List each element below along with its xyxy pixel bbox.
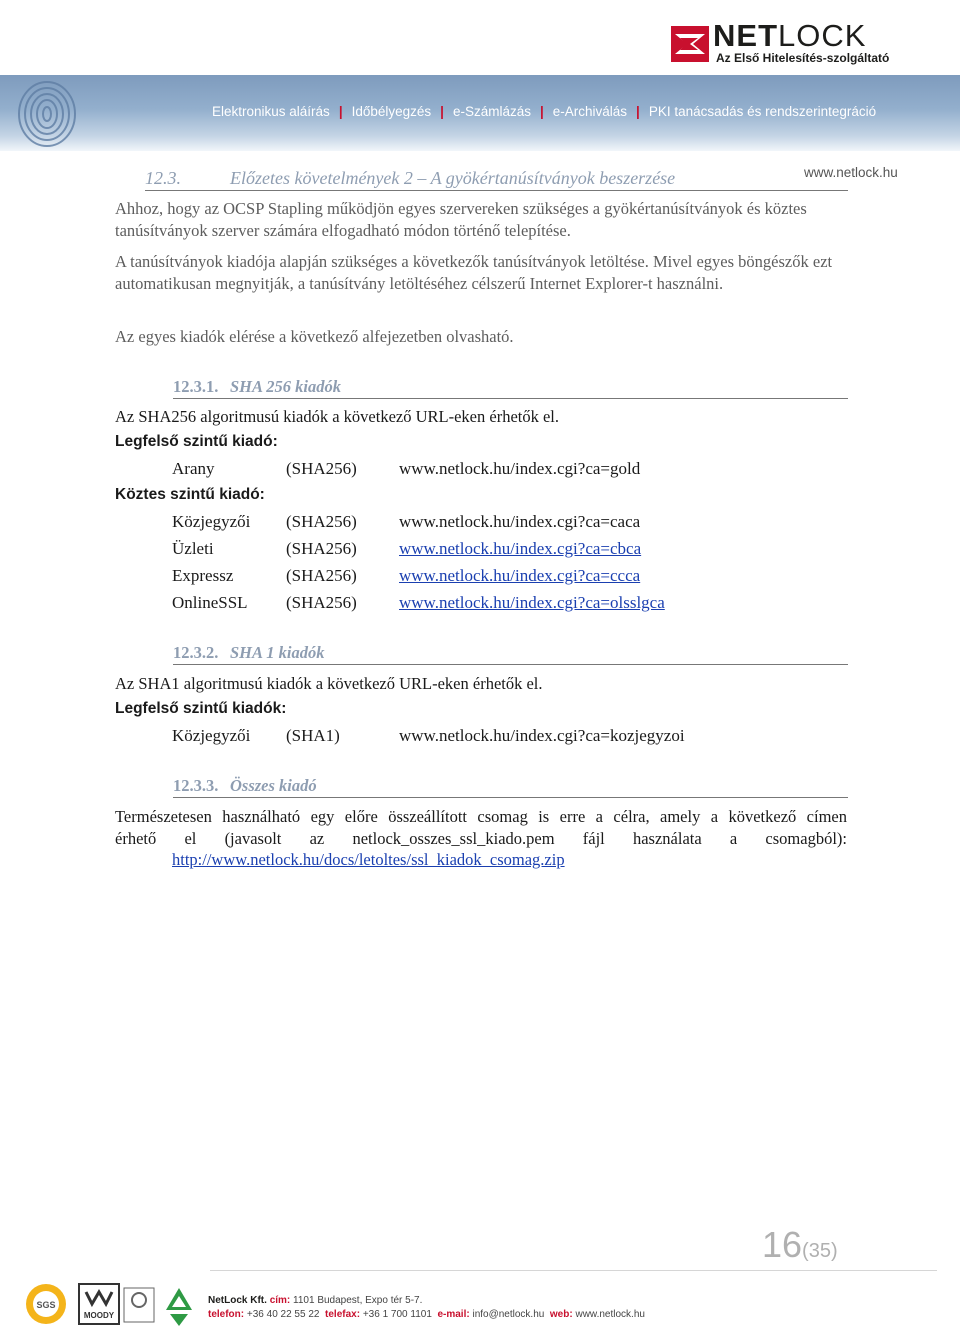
section-heading (145, 168, 848, 191)
subsection-title: SHA 1 kiadók (230, 643, 325, 662)
header-nav: Elektronikus aláírás | Időbélyegzés | e-Számlázás | e-Archiválás | PKI tanácsadás és rendszerintegráció (212, 104, 877, 119)
header-logo-area (0, 0, 960, 75)
footer-phone: +36 40 22 55 22 (246, 1309, 320, 1320)
footer-tel-key: telefon: (208, 1309, 245, 1320)
sha1-top-label: Legfelső szintű kiadók: (115, 700, 287, 717)
page-total: (35) (802, 1240, 838, 1262)
page-number (762, 1224, 838, 1266)
intro-paragraph-1: Ahhoz, hogy az OCSP Stapling működjön egyes szervereken szükséges a gyökértanúsítványok és köztes tanúsítványok szerver számára elfogadható módon történő telepítése. (115, 199, 807, 240)
intro-paragraph-3: Az egyes kiadók elérése a következő alfejezetben olvasható. (115, 327, 514, 346)
moody-badge-icon (79, 1284, 119, 1324)
ca-name: Expressz (172, 566, 234, 585)
subsection-heading-sha1 (173, 643, 848, 665)
nav-item-pki[interactable]: PKI tanácsadás és rendszerintegráció (648, 104, 877, 119)
footer-divider (210, 1270, 937, 1271)
section-number: 12.3. (145, 168, 181, 188)
footer-web-key: web: (549, 1309, 573, 1320)
bundle-line-2: érhető el (javasolt az netlock_osszes_ssl_kiado.pem fájl használata a csomagból): (115, 828, 847, 848)
badges-svg (24, 1282, 204, 1330)
footer-web[interactable]: www.netlock.hu (575, 1309, 645, 1320)
footer-address: 1101 Budapest, Expo tér 5-7. (293, 1295, 423, 1306)
subsection-title: SHA 256 kiadók (230, 377, 341, 396)
ca-algorithm: (SHA256) (286, 512, 357, 531)
ca-url-link[interactable]: www.netlock.hu/index.cgi?ca=ccca (399, 566, 641, 585)
sha256-mid-label: Köztes szintű kiadó: (115, 486, 265, 503)
ca-url-link[interactable]: www.netlock.hu/index.cgi?ca=olsslgca (399, 593, 665, 612)
page-current: 16 (762, 1224, 803, 1265)
badge-moody-text: MOODY (83, 1311, 115, 1320)
fingerprint-icon (14, 76, 80, 148)
ca-name: OnlineSSL (172, 593, 248, 612)
intro-paragraph-2: A tanúsítványok kiadója alapján szükséges a következők tanúsítványok letöltése. Mivel egyes böngészők ezt automatikusan megnyitják, a tanúsítvány letöltéséhez célszerű Internet Explorer-t használni. (115, 252, 833, 293)
footer-email[interactable]: info@netlock.hu (472, 1309, 545, 1320)
logo-lock: LOCK (778, 18, 867, 53)
sha256-description: Az SHA256 algoritmusú kiadók a következő URL-eken érhetők el. (115, 407, 560, 426)
recycle-icon (166, 1288, 192, 1326)
section-title: Előzetes követelmények 2 – A gyökértanúsítványok beszerzése (230, 168, 676, 188)
footer-fax-key: telefax: (325, 1309, 361, 1320)
footer-addr-key: cím: (269, 1295, 291, 1306)
nav-item-e-archivalas[interactable]: e-Archiválás (552, 104, 628, 119)
ca-name: Közjegyzői (172, 726, 251, 745)
ca-algorithm: (SHA256) (286, 459, 357, 478)
subsection-heading-all (173, 776, 848, 798)
ca-name: Arany (172, 459, 215, 478)
footer-company: NetLock Kft. (208, 1295, 267, 1306)
ca-url[interactable]: www.netlock.hu/index.cgi?ca=gold (399, 459, 641, 478)
footer-contact (208, 1294, 645, 1322)
subsection-number: 12.3.1. (173, 377, 219, 396)
nav-item-idobelyegzes[interactable]: Időbélyegzés (351, 104, 432, 119)
bundle-line-1: Természetesen használható egy előre összeállított csomag is erre a célra, amely a következő címen (115, 807, 847, 826)
logo-net: NET (713, 18, 778, 53)
subsection-number: 12.3.2. (173, 643, 219, 662)
ukas-badge-icon (124, 1288, 154, 1322)
certification-badges (24, 1282, 204, 1335)
nav-item-e-szamlazas[interactable]: e-Számlázás (452, 104, 531, 119)
nav-item-elektronikus-alairas[interactable]: Elektronikus aláírás (212, 104, 330, 119)
ca-algorithm: (SHA256) (286, 539, 357, 558)
ca-algorithm: (SHA256) (286, 593, 357, 612)
ca-url[interactable]: www.netlock.hu/index.cgi?ca=kozjegyzoi (399, 726, 685, 745)
ca-algorithm: (SHA1) (286, 726, 340, 745)
ca-name: Közjegyzői (172, 512, 251, 531)
ca-url-link[interactable]: www.netlock.hu/index.cgi?ca=cbca (399, 539, 642, 558)
logo-tagline: Az Első Hitelesítés-szolgáltató (716, 51, 890, 65)
badge-sgs-text: SGS (36, 1300, 56, 1310)
ca-name: Üzleti (172, 539, 214, 558)
bundle-download-link[interactable]: http://www.netlock.hu/docs/letoltes/ssl_kiadok_csomag.zip (172, 850, 565, 869)
site-url: www.netlock.hu (804, 165, 898, 180)
subsection-heading-sha256 (173, 377, 848, 399)
subsection-title: Összes kiadó (230, 776, 317, 795)
footer-fax: +36 1 700 1101 (362, 1309, 432, 1320)
bundle-paragraph (115, 806, 847, 871)
footer-mail-key: e-mail: (437, 1309, 470, 1320)
subsection-number: 12.3.3. (173, 776, 219, 795)
sha256-top-label: Legfelső szintű kiadó: (115, 433, 278, 450)
sha1-description: Az SHA1 algoritmusú kiadók a következő URL-eken érhetők el. (115, 674, 543, 693)
ca-url[interactable]: www.netlock.hu/index.cgi?ca=caca (399, 512, 641, 531)
netlock-logo-icon (671, 26, 709, 62)
ca-algorithm: (SHA256) (286, 566, 357, 585)
logo-wordmark (713, 18, 866, 54)
sgs-badge-icon (26, 1284, 66, 1324)
